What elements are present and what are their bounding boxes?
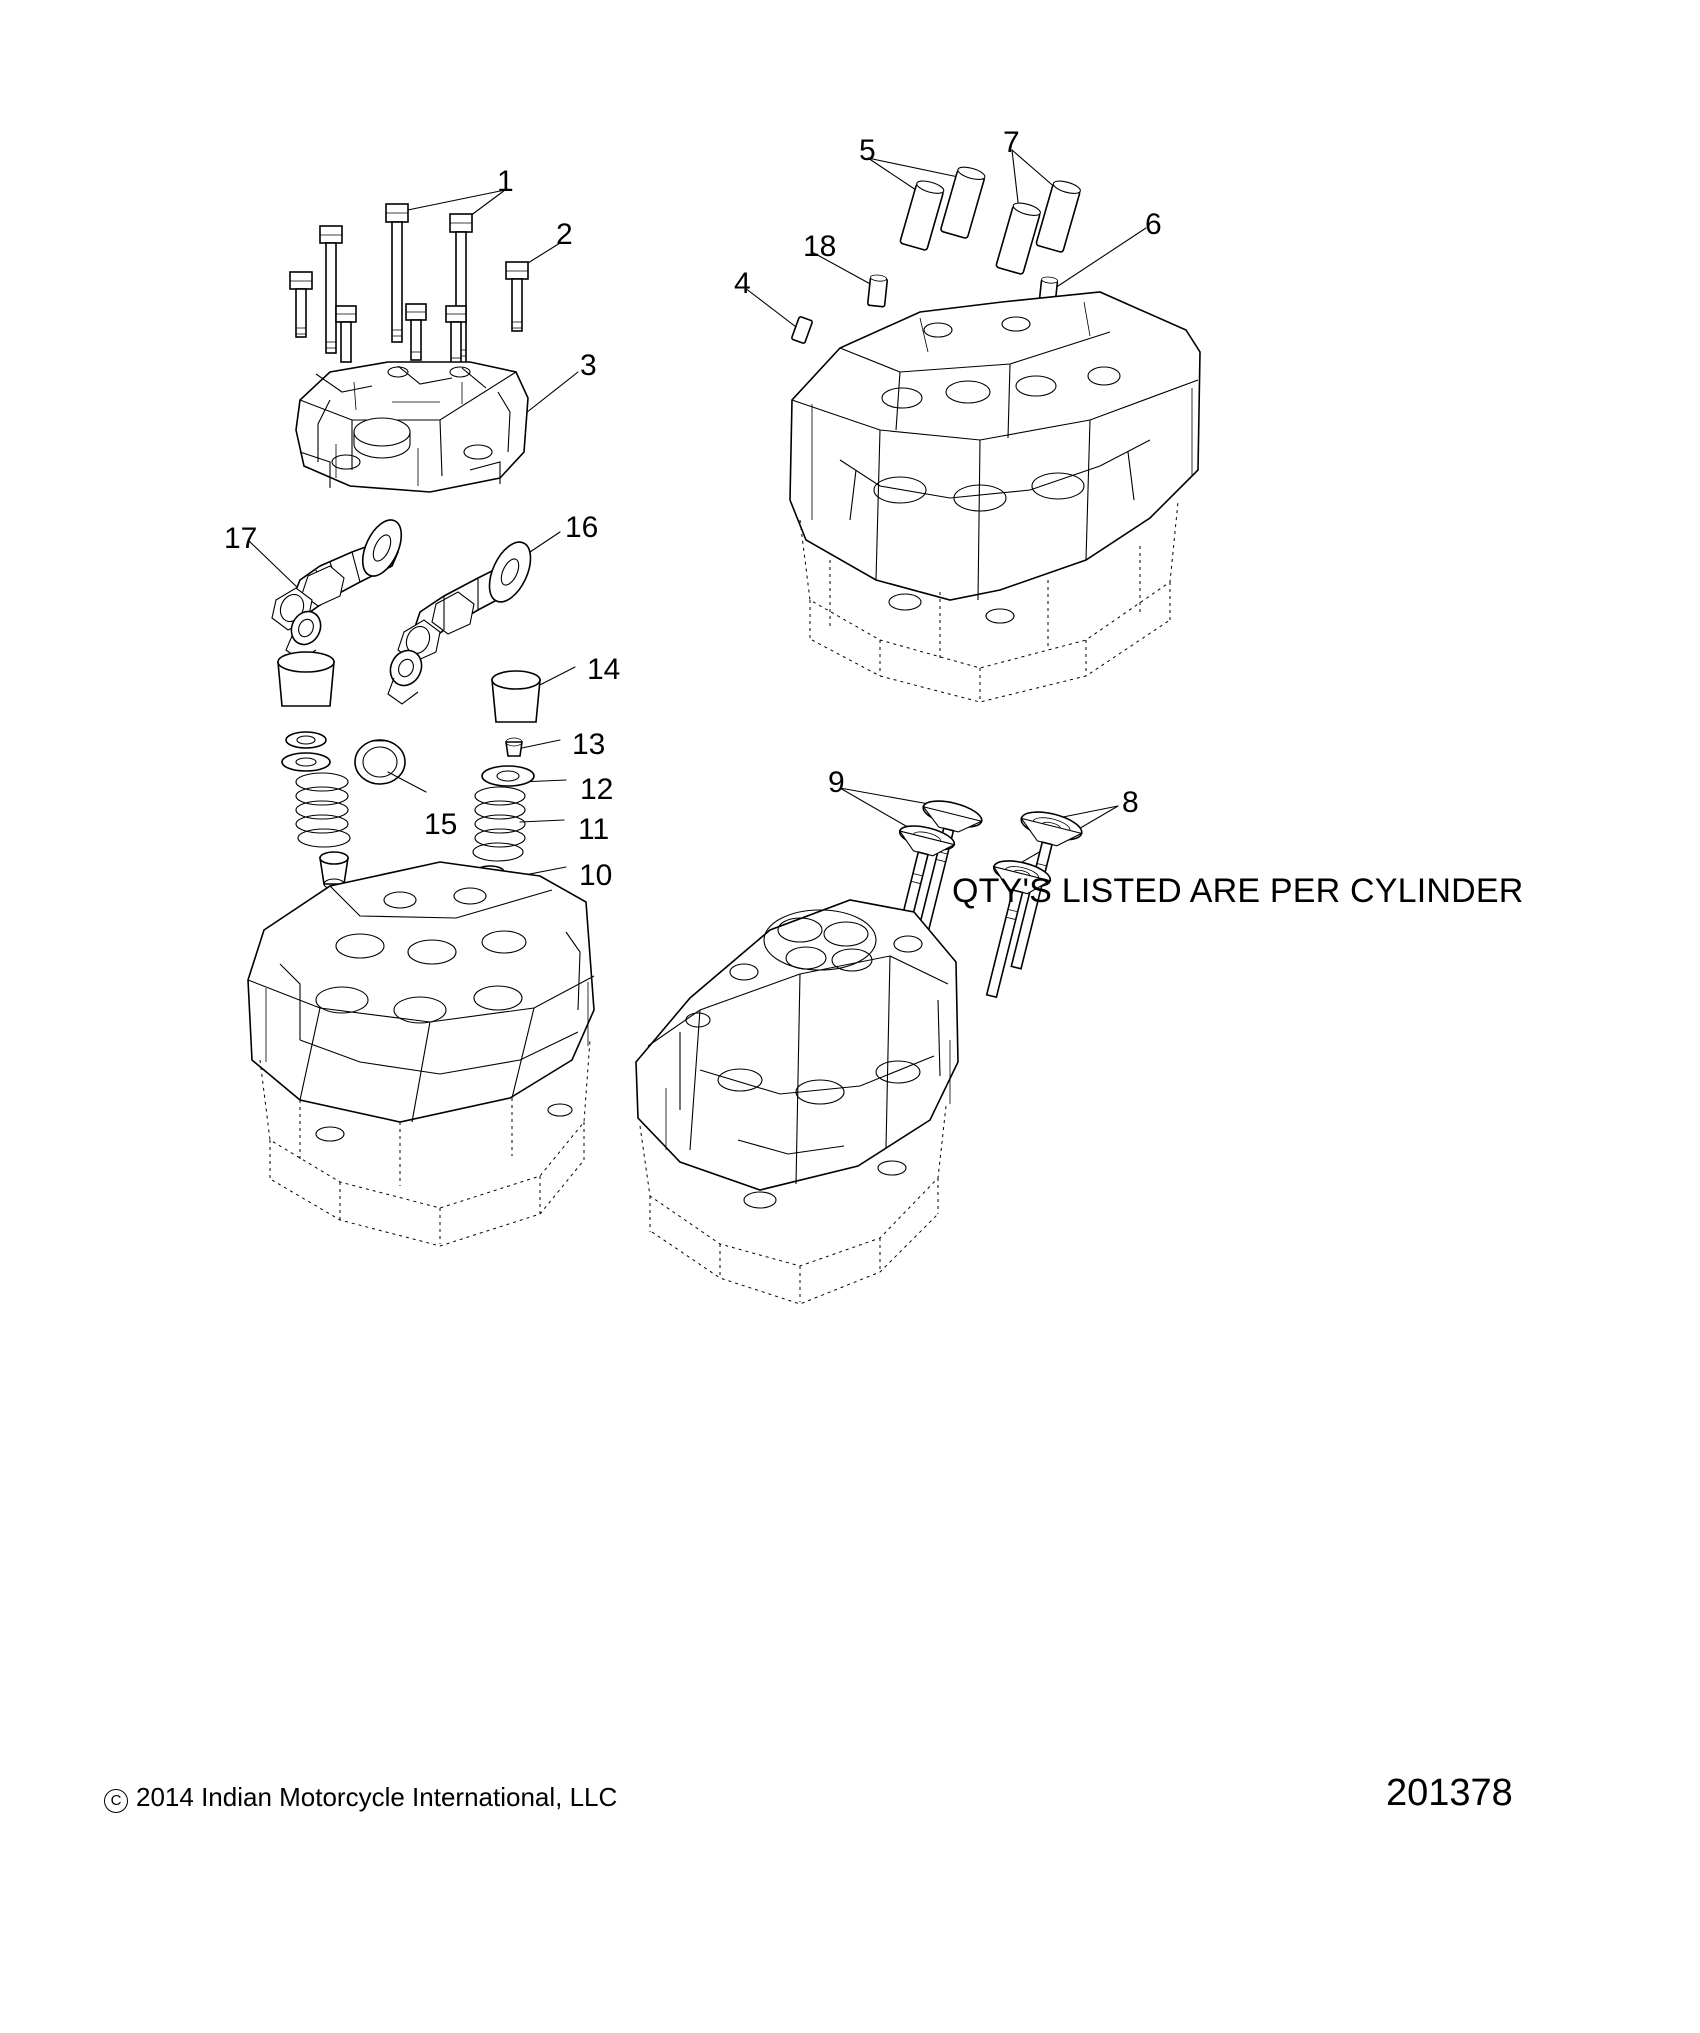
copyright-icon: C xyxy=(104,1789,128,1813)
callout-4: 4 xyxy=(734,267,751,300)
copyright-line xyxy=(104,1782,617,1813)
cam-carrier xyxy=(296,362,528,492)
callout-10: 10 xyxy=(579,859,613,892)
callout-7: 7 xyxy=(1003,126,1020,159)
camshaft-exhaust xyxy=(272,514,409,660)
callout-11: 11 xyxy=(578,813,610,846)
drawing-number: 201378 xyxy=(1386,1772,1513,1814)
cylinder-head-bolts-group xyxy=(290,204,528,366)
cylinder-head-bottom-left xyxy=(248,862,594,1246)
callout-12: 12 xyxy=(580,773,614,806)
callout-18: 18 xyxy=(803,230,837,263)
callout-3: 3 xyxy=(580,349,597,382)
callout-5: 5 xyxy=(859,134,876,167)
cylinder-head-bottom-right xyxy=(636,900,958,1304)
callout-13: 13 xyxy=(572,728,606,761)
qty-note: QTY'S LISTED ARE PER CYLINDER xyxy=(952,872,1524,910)
callout-17: 17 xyxy=(224,522,258,555)
callout-9: 9 xyxy=(828,766,845,799)
valve-lifters xyxy=(900,165,1082,275)
cylinder-head-top-right xyxy=(790,292,1200,702)
callout-6: 6 xyxy=(1145,208,1162,241)
callout-2: 2 xyxy=(556,218,573,251)
callout-16: 16 xyxy=(565,511,599,544)
callout-15: 15 xyxy=(424,808,458,841)
copyright-text: 2014 Indian Motorcycle International, LLC xyxy=(136,1782,618,1812)
callout-8: 8 xyxy=(1122,786,1139,819)
valve-train-left xyxy=(278,652,405,889)
callout-1: 1 xyxy=(497,165,514,198)
callout-14: 14 xyxy=(587,653,621,686)
